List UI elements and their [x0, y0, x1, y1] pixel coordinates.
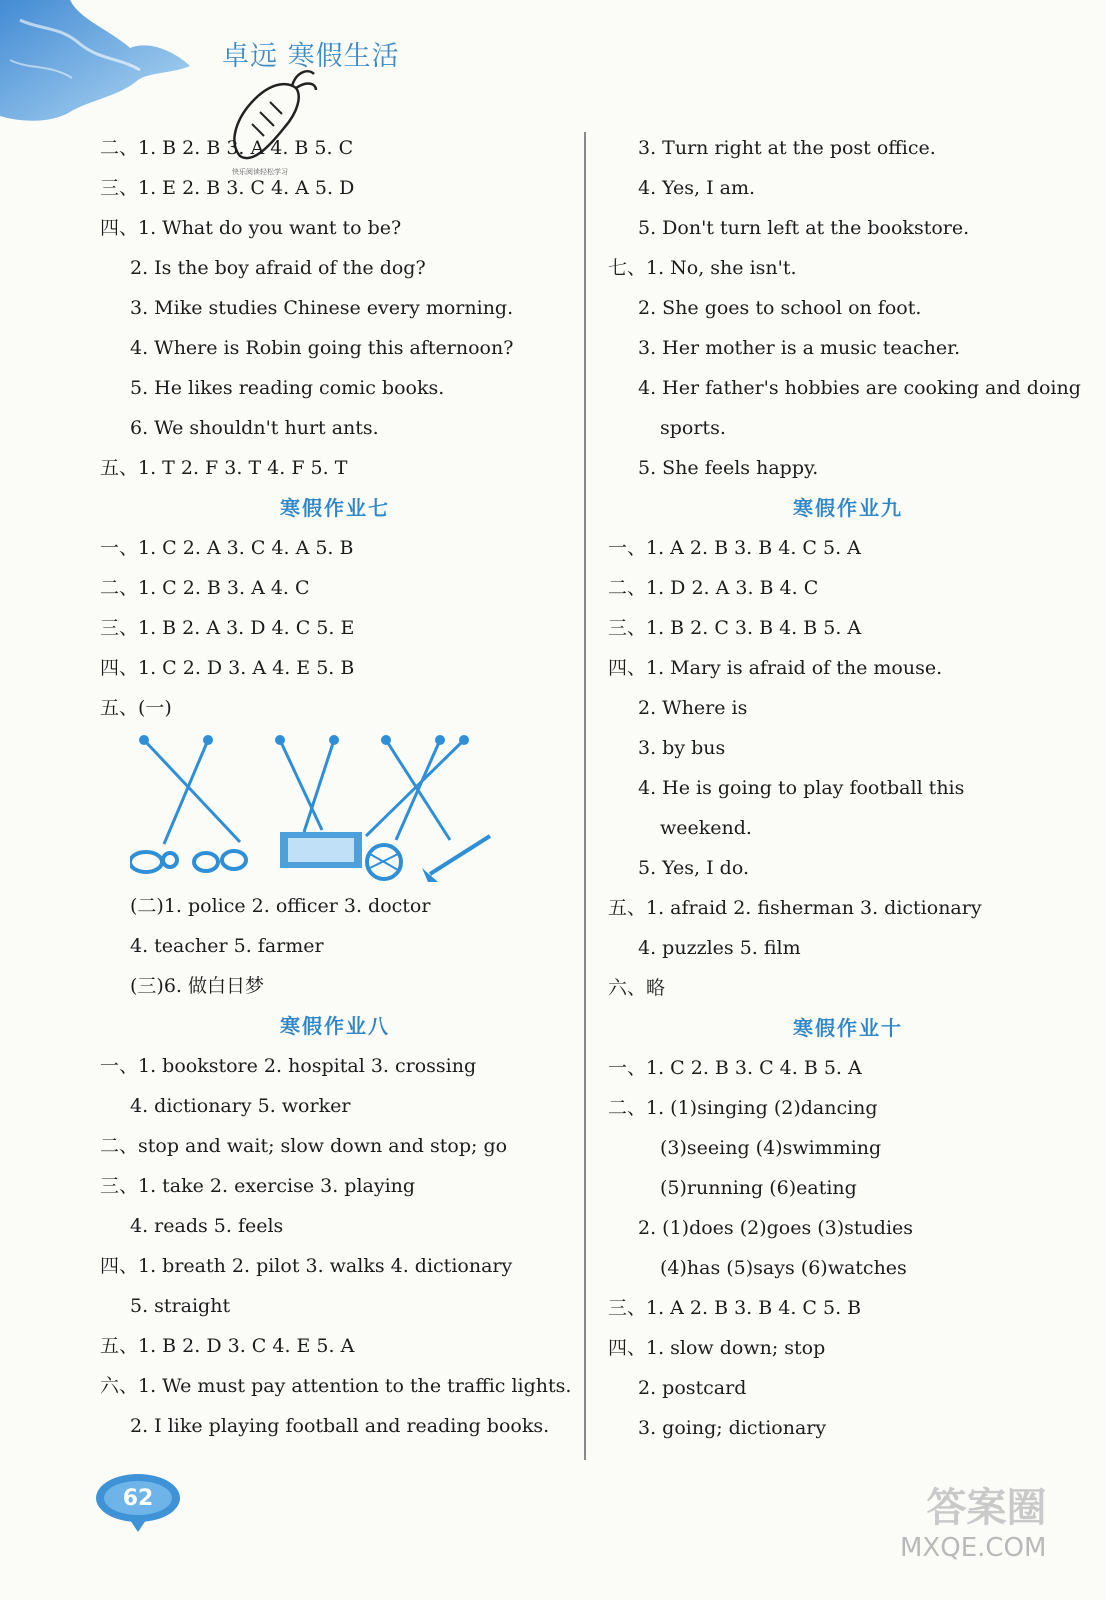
answer-line: 二、1. (1)singing (2)dancing: [608, 1097, 878, 1119]
watermark: [900, 1485, 1047, 1568]
answer-line: 4. He is going to play football this: [638, 777, 965, 799]
answer-line: 4. puzzles 5. film: [638, 937, 801, 959]
matching-lines-figure: [130, 732, 510, 882]
answer-line: 五、1. afraid 2. fisherman 3. dictionary: [608, 897, 982, 919]
answer-line: 5. He likes reading comic books.: [130, 377, 445, 399]
answer-line: 4. Where is Robin going this afternoon?: [130, 337, 514, 359]
answer-line: 六、略: [608, 977, 666, 999]
watermark-logo-text: 答案圈: [926, 1485, 1047, 1531]
answer-line: 七、1. No, she isn't.: [608, 257, 797, 279]
column-divider: [584, 132, 586, 1460]
section-heading: 寒假作业七: [280, 496, 390, 520]
answer-line: 三、1. take 2. exercise 3. playing: [100, 1175, 416, 1197]
book-title: 卓远 寒假生活: [222, 41, 400, 72]
answer-line: 5. Yes, I do.: [638, 857, 749, 879]
answer-line: (二)1. police 2. officer 3. doctor: [130, 895, 431, 917]
answer-line: 四、1. slow down; stop: [608, 1337, 826, 1359]
answer-line: 2. (1)does (2)goes (3)studies: [638, 1217, 914, 1239]
answer-line: 4. reads 5. feels: [130, 1215, 284, 1237]
answer-line: (3)seeing (4)swimming: [660, 1137, 882, 1159]
answer-line: 二、1. C 2. B 3. A 4. C: [100, 577, 310, 599]
answer-line: 五、1. T 2. F 3. T 4. F 5. T: [100, 457, 348, 479]
answer-line: 2. She goes to school on foot.: [638, 297, 922, 319]
answer-line: 六、1. We must pay attention to the traffic lights.: [100, 1375, 572, 1397]
answer-line: 3. by bus: [638, 737, 726, 759]
right-column: [608, 128, 1088, 1448]
answer-line: 二、stop and wait; slow down and stop; go: [100, 1135, 508, 1157]
answer-line: 二、1. B 2. B 3. A 4. B 5. C: [100, 137, 354, 159]
section-heading: 寒假作业九: [793, 496, 903, 520]
answer-line: weekend.: [660, 817, 752, 839]
answer-line: 三、1. B 2. C 3. B 4. B 5. A: [608, 617, 862, 639]
answer-line: 一、1. C 2. A 3. C 4. A 5. B: [100, 537, 354, 559]
answer-line: (5)running (6)eating: [660, 1177, 857, 1199]
answer-line: 4. teacher 5. farmer: [130, 935, 324, 957]
answer-line: 一、1. C 2. B 3. C 4. B 5. A: [608, 1057, 862, 1079]
answer-line: 三、1. A 2. B 3. B 4. C 5. B: [608, 1297, 862, 1319]
answer-line: 五、(一): [100, 697, 172, 719]
answer-line: 二、1. D 2. A 3. B 4. C: [608, 577, 819, 599]
answer-line: 2. I like playing football and reading books.: [130, 1415, 550, 1437]
answer-line: 三、1. B 2. A 3. D 4. C 5. E: [100, 617, 355, 639]
answer-line: 四、1. What do you want to be?: [100, 217, 402, 239]
answer-line: (三)6. 做白日梦: [130, 975, 264, 997]
answer-line: 四、1. C 2. D 3. A 4. E 5. B: [100, 657, 355, 679]
answer-line: 5. Don't turn left at the bookstore.: [638, 217, 970, 239]
matching-figure: [100, 728, 570, 886]
section-heading: 寒假作业八: [280, 1014, 390, 1038]
watermark-url: MXQE.COM: [900, 1533, 1047, 1563]
answer-line: 3. going; dictionary: [638, 1417, 827, 1439]
answer-line: 4. Her father's hobbies are cooking and doing: [638, 377, 1081, 399]
section-heading: 寒假作业十: [793, 1016, 903, 1040]
answer-line: 一、1. A 2. B 3. B 4. C 5. A: [608, 537, 861, 559]
answer-line: 4. dictionary 5. worker: [130, 1095, 351, 1117]
answer-line: 四、1. Mary is afraid of the mouse.: [608, 657, 943, 679]
answer-line: 5. straight: [130, 1295, 231, 1317]
header-stamp: 快乐阅读轻松学习: [232, 168, 288, 176]
answer-line: 2. Is the boy afraid of the dog?: [130, 257, 426, 279]
answer-line: (4)has (5)says (6)watches: [660, 1257, 907, 1279]
answer-line: 5. She feels happy.: [638, 457, 819, 479]
answer-line: 一、1. bookstore 2. hospital 3. crossing: [100, 1055, 477, 1077]
header-decoration: [0, 0, 210, 130]
answer-line: 3. Turn right at the post office.: [638, 137, 936, 159]
answer-line: 6. We shouldn't hurt ants.: [130, 417, 379, 439]
page-number: 62: [122, 1486, 154, 1511]
answer-line: 五、1. B 2. D 3. C 4. E 5. A: [100, 1335, 355, 1357]
answer-line: 4. Yes, I am.: [638, 177, 756, 199]
answer-line: 三、1. E 2. B 3. C 4. A 5. D: [100, 177, 355, 199]
answer-line: 四、1. breath 2. pilot 3. walks 4. dictionary: [100, 1255, 513, 1277]
answer-line: sports.: [660, 417, 726, 439]
answer-line: 2. Where is: [638, 697, 748, 719]
answer-line: 3. Her mother is a music teacher.: [638, 337, 961, 359]
answer-line: 3. Mike studies Chinese every morning.: [130, 297, 514, 319]
left-column: [100, 128, 570, 1446]
answer-line: 2. postcard: [638, 1377, 747, 1399]
